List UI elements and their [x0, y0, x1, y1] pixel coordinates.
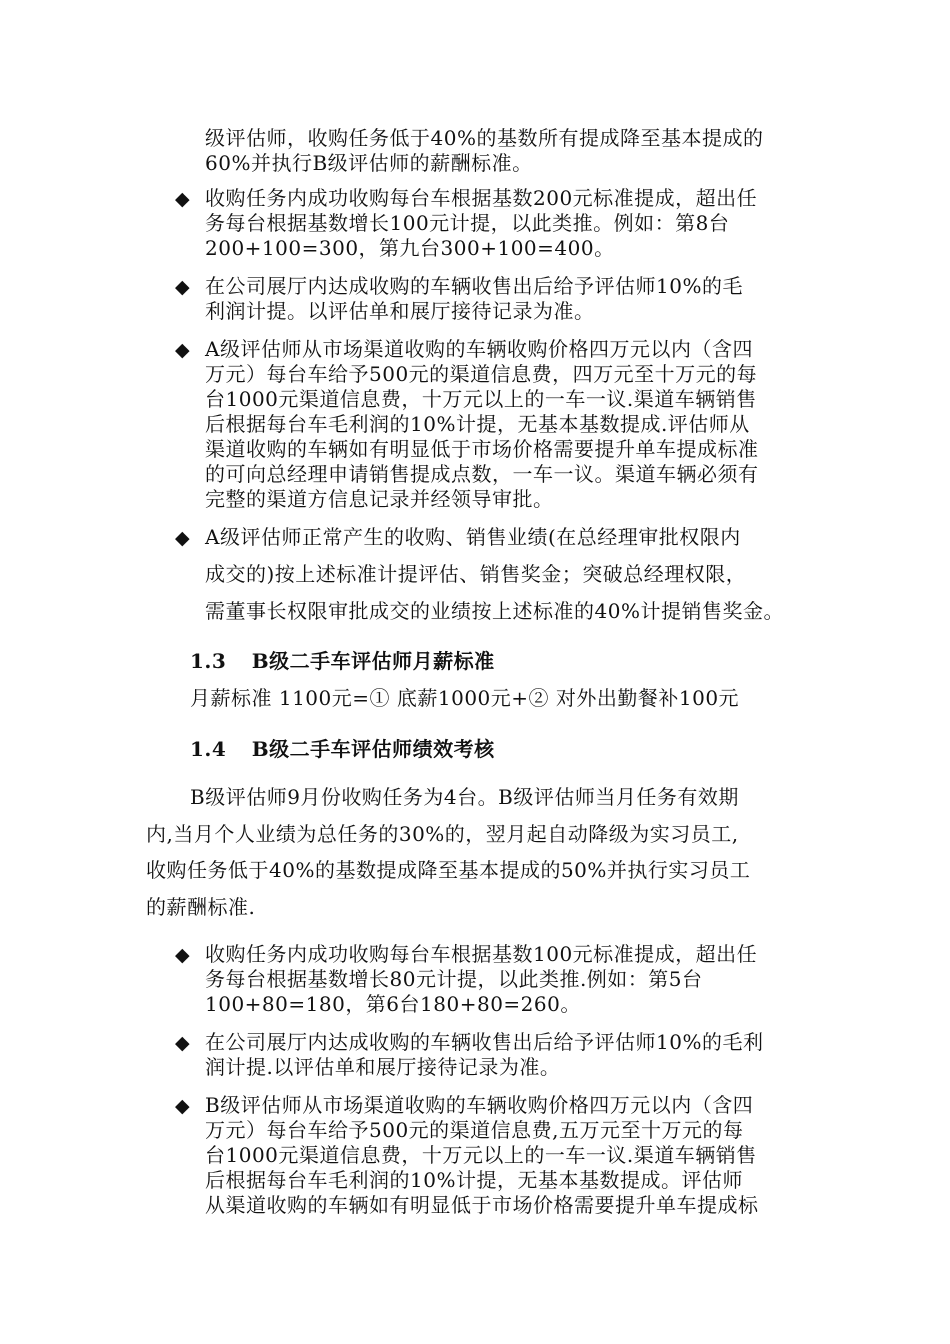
text-line: 渠道收购的车辆如有明显低于市场价格需要提升单车提成标准: [205, 437, 759, 461]
text-line: 收购任务内成功收购每台车根据基数100元标准提成，超出任: [205, 942, 758, 966]
section-heading: [190, 649, 495, 673]
salary-line: 月薪标准 1100元=① 底薪1000元+② 对外出勤餐补100元: [190, 686, 740, 710]
bullet-diamond-icon: ◆: [175, 1095, 190, 1117]
paragraph-line: 内,当月个人业绩为总任务的30%的，翌月起自动降级为实习员工,: [146, 822, 739, 846]
section-heading: [190, 737, 495, 761]
paragraph-line: 收购任务低于40%的基数提成降至基本提成的50%并执行实习员工: [146, 858, 751, 882]
text-line: B级评估师从市场渠道收购的车辆收购价格四万元以内（含四: [205, 1093, 754, 1117]
text-line: 后根据每台车毛利润的10%计提，无基本基数提成。评估师: [205, 1168, 743, 1192]
text-line: 万元）每台车给予500元的渠道信息费，四万元至十万元的每: [205, 362, 758, 386]
paragraph-line: 的薪酬标准.: [146, 895, 256, 919]
text-line: 收购任务内成功收购每台车根据基数200元标准提成，超出任: [205, 186, 758, 210]
text-line: 成交的)按上述标准计提评估、销售奖金；突破总经理权限，: [205, 562, 747, 586]
text-line: 台1000元渠道信息费，十万元以上的一车一议.渠道车辆销售: [205, 387, 757, 411]
text-line: 200+100=300，第九台300+100=400。: [205, 236, 615, 260]
text-line: 润计提.以评估单和展厅接待记录为准。: [205, 1055, 561, 1079]
section-title: B级二手车评估师绩效考核: [251, 737, 495, 761]
bullet-diamond-icon: ◆: [175, 527, 190, 549]
bullet-diamond-icon: ◆: [175, 1032, 190, 1054]
bullet-diamond-icon: ◆: [175, 188, 190, 210]
text-line: 的可向总经理申请销售提成点数，一车一议。渠道车辆必须有: [205, 462, 759, 486]
bullet-diamond-icon: ◆: [175, 339, 190, 361]
section-number: 1.3: [190, 649, 227, 673]
paragraph-line: B级评估师9月份收购任务为4台。B级评估师当月任务有效期: [190, 785, 739, 809]
text-line: 在公司展厅内达成收购的车辆收售出后给予评估师10%的毛利: [205, 1030, 764, 1054]
text-line: 利润计提。以评估单和展厅接待记录为准。: [205, 299, 595, 323]
text-line: 在公司展厅内达成收购的车辆收售出后给予评估师10%的毛: [205, 274, 743, 298]
text-line: 完整的渠道方信息记录并经领导审批。: [205, 487, 554, 511]
text-line: 务每台根据基数增长80元计提，以此类推.例如：第5台: [205, 967, 703, 991]
text-line: 台1000元渠道信息费，十万元以上的一车一议.渠道车辆销售: [205, 1143, 757, 1167]
section-title: B级二手车评估师月薪标准: [251, 649, 495, 673]
text-line: 需董事长权限审批成交的业绩按上述标准的40%计提销售奖金。: [205, 599, 784, 623]
text-line: A级评估师正常产生的收购、销售业绩(在总经理审批权限内: [205, 525, 741, 549]
text-line: 后根据每台车毛利润的10%计提，无基本基数提成.评估师从: [205, 412, 750, 436]
section-number: 1.4: [190, 737, 227, 761]
text-line: 万元）每台车给予500元的渠道信息费,五万元至十万元的每: [205, 1118, 744, 1142]
text-line: 级评估师，收购任务低于40%的基数所有提成降至基本提成的: [205, 126, 764, 150]
text-line: 100+80=180，第6台180+80=260。: [205, 992, 581, 1016]
bullet-diamond-icon: ◆: [175, 944, 190, 966]
text-line: A级评估师从市场渠道收购的车辆收购价格四万元以内（含四: [205, 337, 753, 361]
text-line: 务每台根据基数增长100元计提，以此类推。例如：第8台: [205, 211, 730, 235]
text-line: 从渠道收购的车辆如有明显低于市场价格需要提升单车提成标: [205, 1193, 759, 1217]
text-line: 60%并执行B级评估师的薪酬标准。: [205, 151, 533, 175]
bullet-diamond-icon: ◆: [175, 276, 190, 298]
